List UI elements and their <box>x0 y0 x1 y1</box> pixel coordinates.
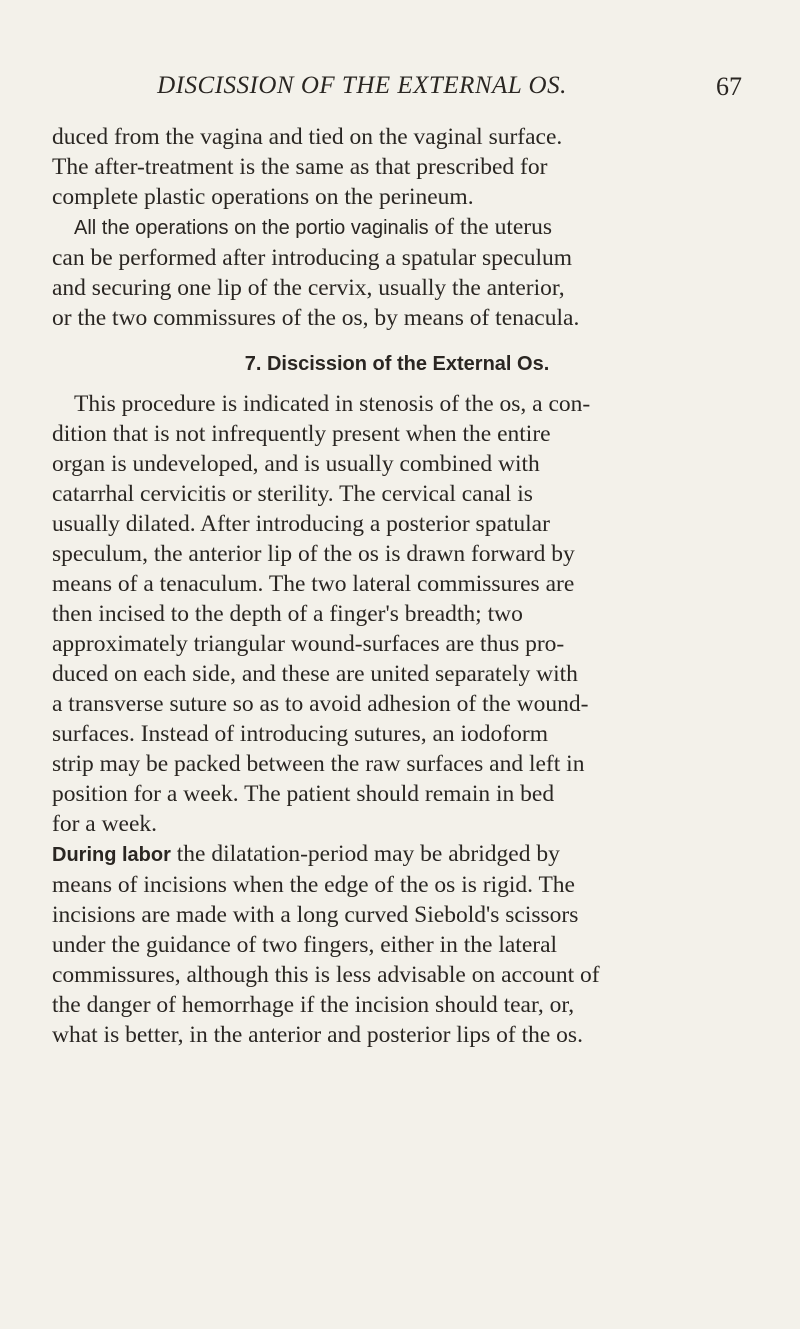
text-line: can be performed after introducing a spatular speculum <box>52 245 573 271</box>
text-line: approximately triangular wound-surfaces are thus pro- <box>52 631 565 657</box>
text-line: strip may be packed between the raw surfaces and left in <box>52 751 585 777</box>
text-line: a transverse suture so as to avoid adhesion of the wound- <box>52 691 589 717</box>
text-line: commissures, although this is less advisable on account of <box>52 962 600 988</box>
text-line: duced on each side, and these are united separately with <box>52 661 578 687</box>
text-line <box>52 839 742 870</box>
text-line: duced from the vagina and tied on the vaginal surface. <box>52 124 563 150</box>
text-line: then incised to the depth of a finger's breadth; two <box>52 601 523 627</box>
text-line: catarrhal cervicitis or sterility. The cervical canal is <box>52 481 533 507</box>
text-fragment: of the uterus <box>428 214 553 240</box>
page-header <box>52 72 742 108</box>
text-line: what is better, in the anterior and posterior lips of the os. <box>52 1022 583 1048</box>
text-line: incisions are made with a long curved Siebold's scissors <box>52 902 579 928</box>
page-number: 67 <box>716 72 742 101</box>
text-line: surfaces. Instead of introducing sutures, an iodoform <box>52 721 548 747</box>
paragraph-1 <box>52 122 742 212</box>
paragraph-lead: All the operations on the portio vaginalis <box>74 217 429 239</box>
text-line: for a week. <box>52 811 158 837</box>
text-line: position for a week. The patient should remain in bed <box>52 781 555 807</box>
text-line <box>52 212 742 243</box>
text-line: and securing one lip of the cervix, usually the anterior, <box>52 275 565 301</box>
section-heading: 7. Discission of the External Os. <box>244 353 550 375</box>
paragraph-lead: During labor <box>52 844 171 866</box>
book-page <box>52 72 742 1050</box>
text-line: the danger of hemorrhage if the incision should tear, or, <box>52 992 575 1018</box>
text-line: speculum, the anterior lip of the os is drawn forward by <box>52 541 575 567</box>
text-line: means of a tenaculum. The two lateral commissures are <box>52 571 575 597</box>
text-line: organ is undeveloped, and is usually combined with <box>52 451 540 477</box>
text-line: The after-treatment is the same as that prescribed for <box>52 154 548 180</box>
text-line: under the guidance of two fingers, either in the lateral <box>52 932 558 958</box>
text-line: This procedure is indicated in stenosis of the os, a con- <box>74 391 591 417</box>
running-head: DISCISSION OF THE EXTERNAL OS. <box>157 72 567 99</box>
text-line: means of incisions when the edge of the os is rigid. The <box>52 872 575 898</box>
paragraph-3 <box>52 389 742 839</box>
text-line: or the two commissures of the os, by means of tenacula. <box>52 305 580 331</box>
paragraph-2 <box>52 212 742 333</box>
paragraph-4 <box>52 839 742 1050</box>
body-text <box>52 122 742 1050</box>
text-line: complete plastic operations on the perineum. <box>52 184 474 210</box>
text-fragment: the dilatation-period may be abridged by <box>170 841 560 867</box>
text-line: usually dilated. After introducing a posterior spatular <box>52 511 550 537</box>
text-line: dition that is not infrequently present when the entire <box>52 421 551 447</box>
